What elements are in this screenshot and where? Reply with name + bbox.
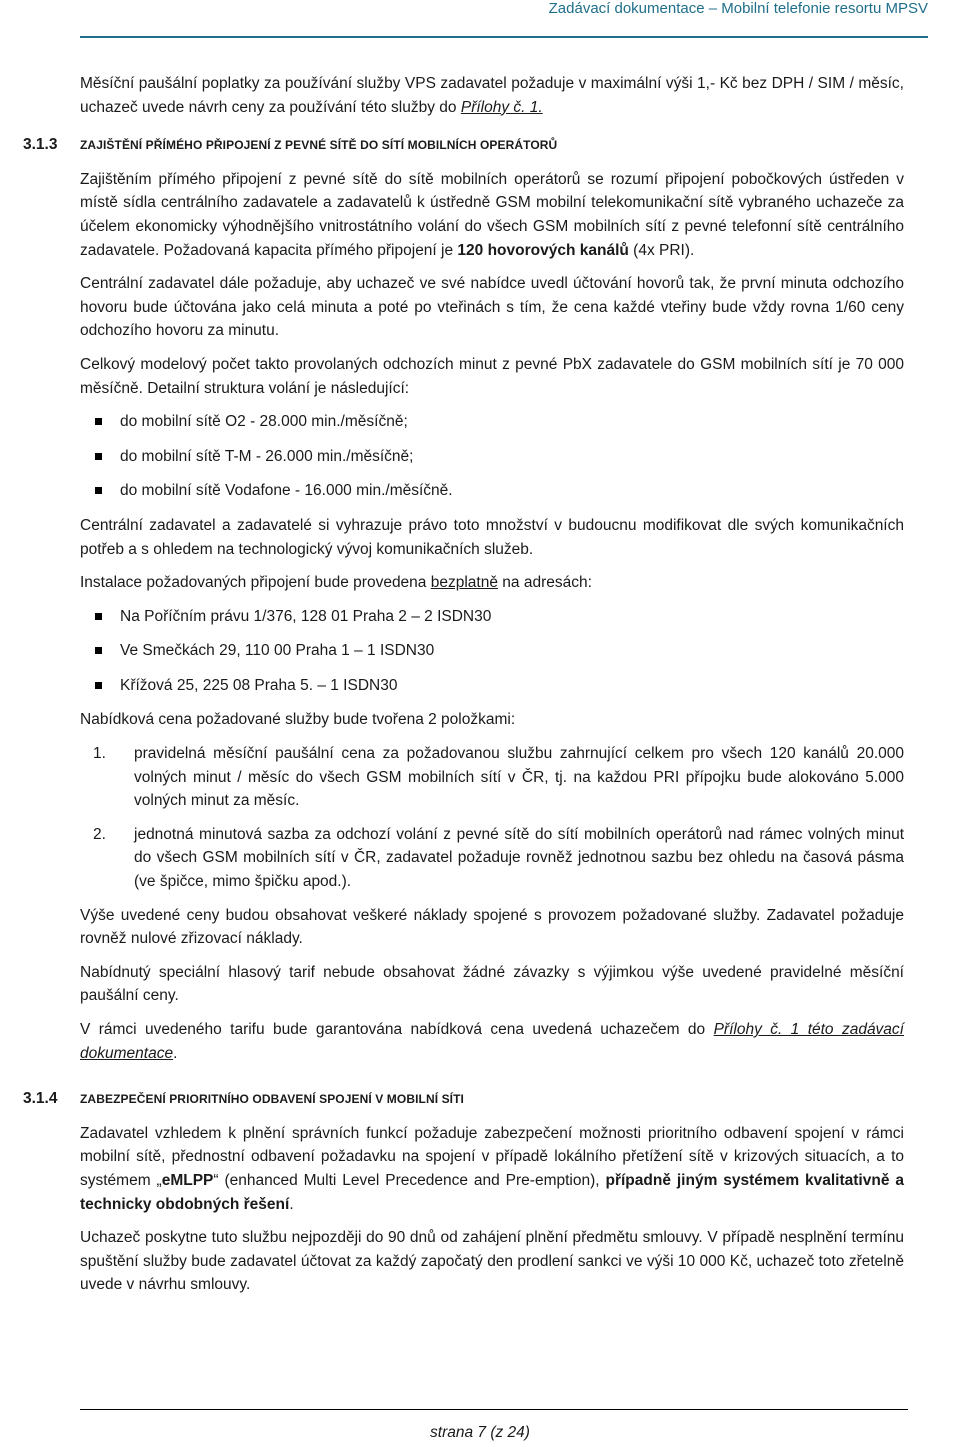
calls-list xyxy=(80,410,904,503)
text: (4x PRI). xyxy=(628,241,695,259)
paragraph: Centrální zadavatel a zadavatelé si vyhrazuje právo toto množství v budoucnu modifikovat dle svých komunikačních potřeb a s ohledem na technologický vývoj komunikačních služeb. xyxy=(80,516,904,558)
text: “ (enhanced Multi Level Precedence and Pre-emption), xyxy=(213,1171,606,1189)
paragraph: Celkový modelový počet takto provolaných odchozích minut z pevné PbX zadavatele do GSM mobilních sítí je 70 000 měsíčně. Detailní struktura volání je následující: xyxy=(80,355,904,397)
underlined-text: bezplatně xyxy=(430,574,498,592)
section-heading-313 xyxy=(23,133,904,158)
section-number: 3.1.3 xyxy=(23,136,58,154)
list-item: do mobilní sítě T-M - 26.000 min./měsíčně; xyxy=(80,445,904,469)
paragraph xyxy=(80,1122,904,1216)
paragraph: Nabídnutý speciální hlasový tarif nebude obsahovat žádné závazky s výjimkou výše uvedené pravidelné měsíční paušální ceny. xyxy=(80,963,904,1005)
list-item: Křížová 25, 225 08 Praha 5. – 1 ISDN30 xyxy=(80,674,904,698)
list-item: do mobilní sítě Vodafone - 16.000 min./měsíčně. xyxy=(80,479,904,503)
bold-text: případně jiným systémem kvalitativně a technicky obdobných řešení xyxy=(80,1171,904,1213)
address-list xyxy=(80,605,904,698)
paragraph: Uchazeč poskytne tuto službu nejpozději do 90 dnů od zahájení plnění předmětu smlouvy. V případě nesplnění termínu spuštění služby bude zadavatel účtovat za každý započatý den prodlení sankci ve výši 10 000 Kč, uchazeč toto zřetelně uvede v návrhu smlouvy. xyxy=(80,1229,904,1294)
header-rule xyxy=(80,36,928,38)
section-title: ZAJIŠTĚNÍ PŘÍMÉHO PŘIPOJENÍ Z PEVNÉ SÍTĚ DO SÍTÍ MOBILNÍCH OPERÁTORŮ xyxy=(80,138,558,153)
text: V rámci uvedeného tarifu bude garantována nabídková cena uvedená uchazečem do xyxy=(80,1021,714,1038)
text: . xyxy=(289,1195,294,1213)
intro-text: Měsíční paušální poplatky za používání služby VPS zadavatel požaduje v maximální výši 1,- Kč bez DPH / SIM / měsíc, uchazeč uvede návrh ceny za používání této služby do xyxy=(80,75,904,116)
paragraph: Centrální zadavatel dále požaduje, aby uchazeč ve své nabídce uvedl účtování hovorů tak, že první minuta odchozího hovoru bude účtována jako celá minuta a poté po vteřinách s tím, že cena každé vteřiny bude vždy rovna 1/60 ceny odchozího hovoru za minutu. xyxy=(80,275,904,340)
list-item: Na Poříčním právu 1/376, 128 01 Praha 2 – 2 ISDN30 xyxy=(80,605,904,629)
text: na adresách: xyxy=(497,574,592,592)
section-heading-314 xyxy=(23,1087,904,1112)
bold-text: eMLPP xyxy=(161,1171,214,1189)
footer-rule xyxy=(80,1409,908,1410)
paragraph: Nabídková cena požadované služby bude tvořena 2 položkami: xyxy=(80,711,516,729)
paragraph xyxy=(80,571,904,595)
annex-link[interactable]: Přílohy č. 1 této zadávací dokumentace xyxy=(80,1021,904,1062)
intro-annex-link[interactable]: Přílohy č. 1. xyxy=(460,98,543,116)
item-text: pravidelná měsíční paušální cena za požadovanou službu zahrnující celkem pro všech 120 kanálů 20.000 volných minut / měsíc do všech GSM mobilních sítí v ČR, tj. na každou PRI přípojku bude alokováno 5.000 volných minut za měsíc. xyxy=(134,745,904,810)
section-title: ZABEZPEČENÍ PRIORITNÍHO ODBAVENÍ SPOJENÍ V MOBILNÍ SÍTI xyxy=(80,1092,464,1107)
section-number: 3.1.4 xyxy=(23,1090,58,1108)
header-title: Zadávací dokumentace – Mobilní telefonie resortu MPSV xyxy=(548,0,928,17)
item-number: 2. xyxy=(93,825,106,843)
paragraph xyxy=(80,168,904,262)
document-body xyxy=(23,72,904,1307)
list-item: do mobilní sítě O2 - 28.000 min./měsíčně; xyxy=(80,410,904,434)
text: Zadavatel vzhledem k plnění správních funkcí požaduje zabezpečení možnosti prioritního odbavení spojení v rámci mobilní sítě, přednostní odbavení požadavku na spojení v případě lokálního přetížení sítě v krizových situacích, a to systémem „ xyxy=(80,1124,904,1189)
paragraph: Výše uvedené ceny budou obsahovat veškeré náklady spojené s provozem požadované služby. Zadavatel požaduje rovněž nulové zřizovací náklady. xyxy=(80,906,904,948)
page-number: strana 7 (z 24) xyxy=(430,1424,530,1441)
list-item xyxy=(80,742,904,813)
intro-paragraph xyxy=(80,72,904,119)
bold-text: 120 hovorových kanálů xyxy=(457,241,629,259)
paragraph xyxy=(80,1018,904,1065)
text: . xyxy=(173,1044,178,1062)
text: Zajištěním přímého připojení z pevné sítě do sítě mobilních operátorů se rozumí připojení pobočkových ústředen v místě sídla centrálního zadavatele a zadavatelů k ústředně GSM mobilní telekomunikační sítě vybraného uchazeče za účelem ekonomicky výhodnějšího vnitrostátního volání do všech GSM mobilních sítí z pevné telefonní sítě centrálního zadavatele. Požadovaná kapacita přímého připojení je xyxy=(80,170,904,259)
text: Instalace požadovaných připojení bude provedena xyxy=(80,574,431,592)
list-item xyxy=(80,823,904,894)
item-text: jednotná minutová sazba za odchozí volání z pevné sítě do sítí mobilních operátorů nad rámec volných minut do všech GSM mobilních sítí v ČR, zadavatel požaduje rovněž jednotnou sazbu bez ohledu na časová pásma (ve špičce, mimo špičku apod.). xyxy=(134,825,904,891)
list-item: Ve Smečkách 29, 110 00 Praha 1 – 1 ISDN30 xyxy=(80,639,904,663)
item-number: 1. xyxy=(93,745,106,763)
page-header xyxy=(0,0,960,36)
price-items-list xyxy=(80,742,904,894)
